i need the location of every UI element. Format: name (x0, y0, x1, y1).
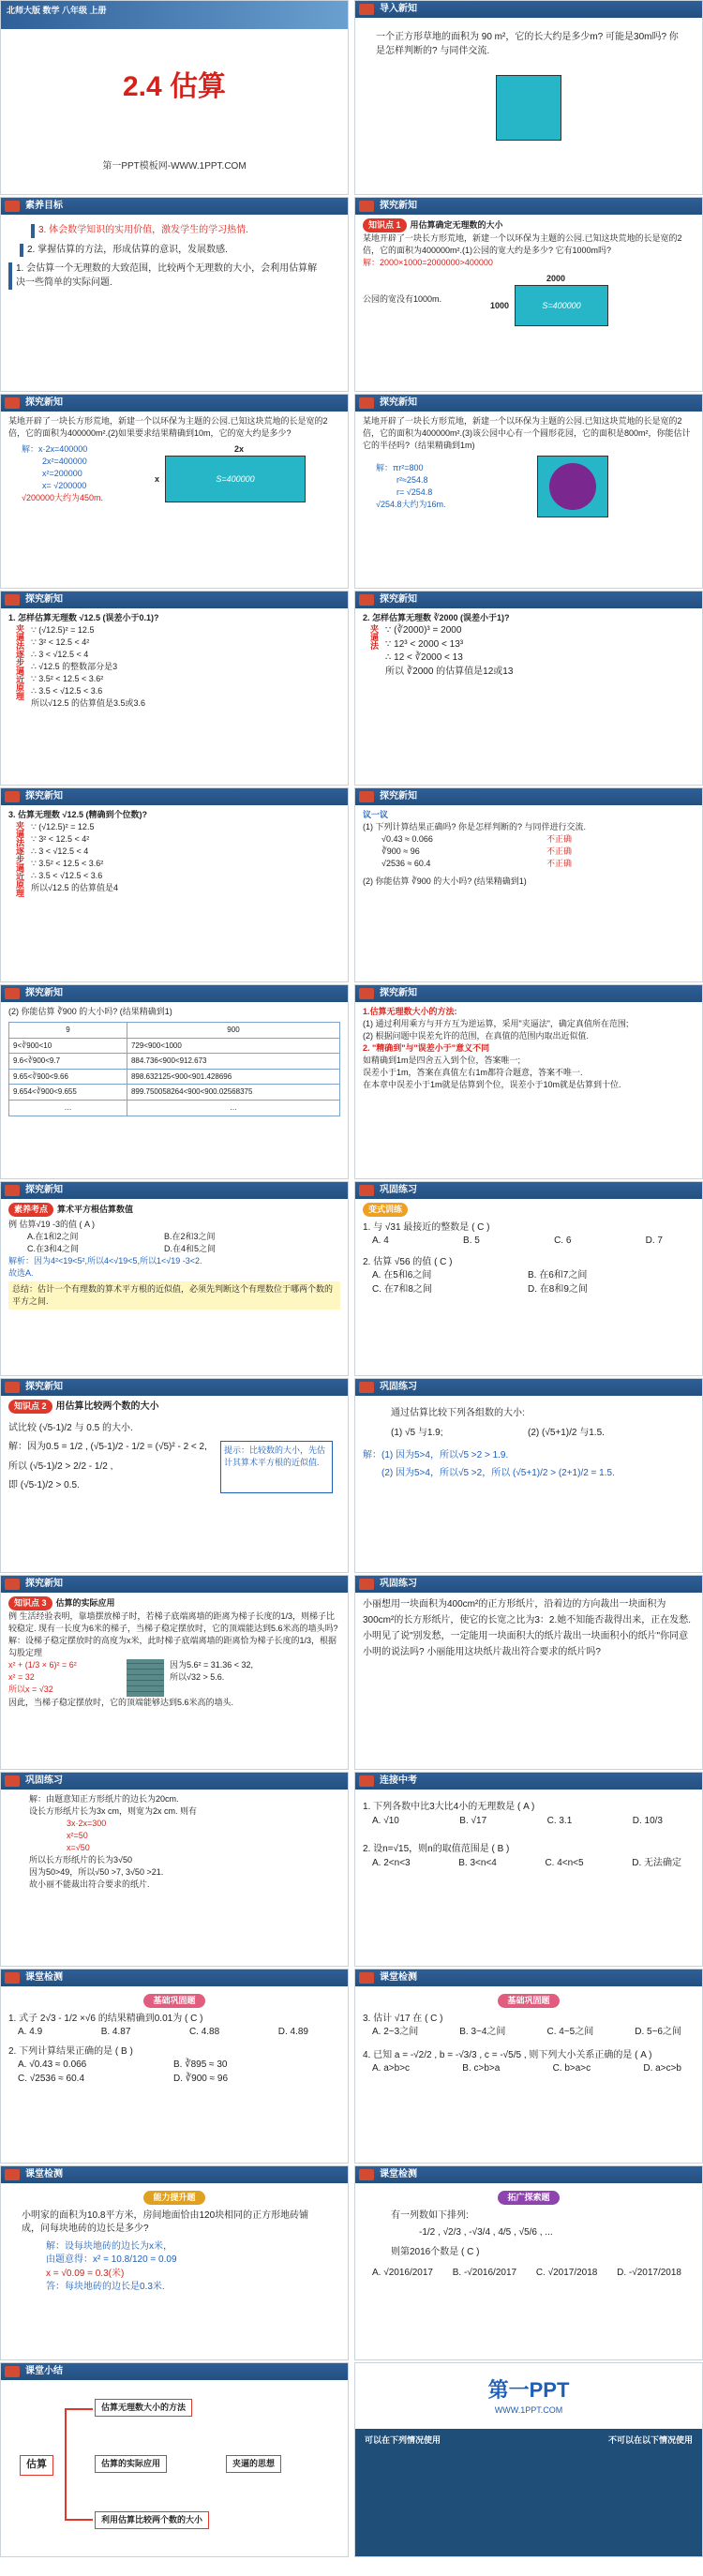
step-3: ∴ 12 < ∛2000 < 13 (385, 652, 463, 664)
step-4: x= √200000 (42, 481, 87, 491)
knowledge-point: 知识点 1 (363, 218, 407, 232)
table-cell: 9.65<∛900<9.66 (9, 1069, 127, 1085)
option-d: D. ∛900 ≈ 96 (173, 2073, 229, 2084)
step-1: ∵ (√12.5)² = 12.5 (31, 625, 95, 636)
slide-header: 探究新知 (1, 592, 348, 608)
step-7: 所以√12.5 的估算值是3.5或3.6 (31, 698, 145, 709)
formula-1: x² + (1/3 × 6)² = 6² (8, 1660, 77, 1670)
wall-ladder-figure (127, 1659, 164, 1697)
option: B. 3~4之间 (459, 2027, 506, 2037)
option: C. √2017/2018 (535, 2268, 598, 2278)
section-pill: 基础巩固题 (143, 1994, 204, 2008)
slide-17[interactable] (0, 1575, 349, 1770)
option: C. 4.88 (188, 2027, 220, 2037)
subheading: 议一议 (363, 810, 389, 819)
sequence: -1/2 , √2/3 , -√3/4 , 4/5 , √5/6 , ... (419, 2227, 553, 2238)
slide-header: 探究新知 (355, 395, 702, 412)
option: B. c>b>a (462, 2063, 501, 2074)
slide-23[interactable] (0, 2165, 349, 2360)
option: B. 在6和7之间 (528, 1270, 588, 1281)
col-head-1: 9 (9, 1023, 127, 1039)
formula-5: 所以√32 > 5.6. (170, 1672, 225, 1683)
example-title: 算术平方根估算数值 (57, 1205, 134, 1214)
option-d: D.在4和5之间 (164, 1244, 217, 1254)
slide-22[interactable] (354, 1969, 703, 2164)
garden-circle (549, 463, 596, 510)
slide-header: 课堂检测 (1, 1969, 348, 1986)
step-7: 因为50>49，所以√50 >7, 3√50 >21. (29, 1867, 164, 1878)
formula-3: 所以x = √32 (8, 1685, 53, 1695)
question: (2) 你能估算 ∛900 的大小吗? (结果精确到1) (8, 1007, 172, 1016)
step-4: √254.8大约为16m. (376, 500, 446, 510)
grass-square (496, 75, 561, 141)
slide-1-title[interactable] (0, 0, 349, 195)
note-d: 如精确到1m是四舍五入到个位，答案唯一; (363, 1056, 521, 1066)
option: B. -√2016/2017 (452, 2268, 517, 2278)
problem-text: 某地开辟了一块长方形荒地，新建一个以环保为主题的公园.已知这块荒地的长是宽的2倍，它的面积为400000m².(2)如果要求结果精确到10m，它的宽大约是多少? (8, 416, 328, 439)
step-6: 所以√12.5 的估算值是4 (31, 883, 118, 893)
option-b: B.在2和3之间 (164, 1232, 216, 1242)
option: A. 4 (372, 1236, 389, 1246)
step-2: 所以 (√5-1)/2 > 2/2 - 1/2 , (8, 1460, 113, 1472)
solution-1: 解：(1) 因为5>4，所以√5 >2 > 1.9. (363, 1450, 509, 1460)
slide-4[interactable] (354, 197, 703, 392)
slide-9[interactable] (0, 787, 349, 982)
question: 有一列数如下排列: (391, 2209, 469, 2221)
summary-root: 估算 (20, 2455, 53, 2476)
step-6: 所以长方形纸片的长为3√50 (29, 1855, 132, 1865)
calc-2: ∛900 ≈ 96 (381, 846, 420, 857)
method-label: 夹逼法逐步逼近原理 (15, 821, 24, 898)
slide-header: 探究新知 (1, 985, 348, 1002)
option: C. b>a>c (552, 2063, 591, 2074)
summary-branch-4: 利用估算比较两个数的大小 (95, 2511, 209, 2529)
slide-24[interactable] (354, 2165, 703, 2360)
slide-19[interactable] (0, 1772, 349, 1967)
section-pill: 基础巩固题 (498, 1994, 559, 2008)
rect-height-label: 1000 (490, 300, 510, 310)
question-2: (2) 你能估算 ∛900 的大小吗? (结果精确到1) (363, 876, 527, 887)
note-e: 误差小于1m，答案在真值左右1m都符合题意，答案不唯一. (363, 1068, 583, 1078)
solution-2: (2) 因为5>4，所以√5 >2，所以 (√5+1)/2 > (2+1)/2 = 1.5. (381, 1467, 615, 1478)
step-5: ∴ 3.5 < √12.5 < 3.6 (31, 871, 103, 881)
corner-label: 北师大版 数学 八年级 上册 (7, 6, 107, 15)
question-4: 4. 已知 a = -√2/2 , b = -√3/3 , c = -√5/5 , 则下列大小关系正确的是 ( A ) (363, 2049, 652, 2060)
option: D. 10/3 (632, 1815, 663, 1826)
slide-header: 课堂小结 (1, 2363, 348, 2380)
slide-16[interactable] (354, 1378, 703, 1573)
question-text: 一个正方形草地的面积为 90 m²，它的长大约是多少m? 可能是30m吗? 你是怎样判断的? 与同伴交流. (376, 32, 679, 56)
step-4: 答：每块地砖的边长是0.3米. (46, 2282, 165, 2292)
question-2: 2. 设n=√15，则n的取值范围是 ( B ) (363, 1844, 510, 1854)
option: B. 4.87 (100, 2027, 131, 2037)
slide-header: 课堂检测 (355, 1969, 702, 1986)
option: A. 4.9 (18, 2027, 43, 2037)
question-1: 1. 式子 2√3 - 1/2 ×√6 的结果精确到0.01为 ( C ) (8, 2013, 203, 2024)
section-pill: 能力提升题 (143, 2191, 204, 2205)
slide-header: 探究新知 (1, 788, 348, 805)
slide-header: 探究新知 (1, 1182, 348, 1199)
table-cell: 898.632125<900<901.428696 (127, 1069, 339, 1085)
slide-7[interactable] (0, 591, 349, 786)
part-2: (2) (√5+1)/2 与1.5. (528, 1427, 605, 1438)
variant-tag: 变式训练 (363, 1203, 408, 1217)
verdict-3: 不正确 (546, 859, 573, 869)
option: B. √17 (459, 1815, 487, 1826)
option: A. 2<n<3 (372, 1857, 411, 1868)
slide-14[interactable] (354, 1181, 703, 1376)
question: 1. 怎样估算无理数 √12.5 (误差小于0.1)? (8, 613, 159, 622)
step-4: 所以 ∛2000 的估算值是12或13 (385, 666, 514, 677)
slide-header: 探究新知 (355, 198, 702, 215)
step-3: ∴ 3 < √12.5 < 4 (31, 846, 89, 857)
slide-header: 课堂检测 (1, 2166, 348, 2183)
option: C. 3.1 (546, 1815, 573, 1826)
question: 小明家的面积为10.8平方米，房间地面恰由120块相同的正方形地砖铺成，问每块地砖的边长是多少? (22, 2209, 309, 2234)
question: 3. 估算无理数 √12.5 (精确到个位数)? (8, 810, 147, 819)
slide-header: 探究新知 (355, 592, 702, 608)
question-2: 则第2016个数是 ( C ) (391, 2246, 480, 2257)
slide-26[interactable] (354, 2362, 703, 2557)
goal-3: 3. 体会数学知识的实用价值，激发学生的学习热情. (31, 224, 284, 238)
table-cell: 899.750058264<900<900.02568375 (127, 1085, 339, 1101)
option: A. 2~3之间 (372, 2027, 419, 2037)
brand-url: WWW.1PPT.COM (494, 2405, 563, 2416)
option-a: A. √0.43 ≈ 0.066 (18, 2059, 87, 2070)
option: C. 4~5之间 (546, 2027, 594, 2037)
estimate-table (8, 1022, 340, 1116)
slide-25[interactable] (0, 2362, 349, 2557)
slide-10[interactable] (354, 787, 703, 982)
option-a: A.在1和2之间 (27, 1232, 79, 1242)
slide-12[interactable] (354, 984, 703, 1179)
note-f: 在本章中误差小于1m就是估算到个位，误差小于10m就是估算到十位. (363, 1080, 621, 1090)
question: 2. 怎样估算无理数 ∛2000 (误差小于1)? (363, 613, 510, 622)
usage-disallowed: 不可以在以下情况使用 (607, 2435, 693, 2445)
step-3: x²=200000 (42, 469, 82, 479)
usage-allowed: 可以在下列情况使用 (365, 2435, 441, 2445)
option: D. a>c>b (643, 2063, 681, 2074)
table-cell: 729<900<1000 (127, 1038, 339, 1054)
table-cell: … (127, 1101, 339, 1116)
step-4: ∵ 3.5² < 12.5 < 3.6² (31, 859, 104, 869)
step-5: √200000大约为450m. (22, 493, 103, 503)
knowledge-point: 知识点 2 (8, 1400, 52, 1414)
question-1: 1. 下列各数中比3大比4小的无理数是 ( A ) (363, 1802, 535, 1812)
slide-15[interactable] (0, 1378, 349, 1573)
slide-header: 连接中考 (355, 1773, 702, 1790)
method-label: 夹逼法 (369, 624, 379, 651)
step-3: r= √254.8 (396, 487, 433, 498)
slide-8[interactable] (354, 591, 703, 786)
kp-title: 用估算比较两个数的大小 (55, 1401, 159, 1412)
example: 例 生活经验表明，靠墙摆放梯子时，若梯子底端离墙的距离为梯子长度的1/3，则梯子比较稳定. 现有一长度为6米的梯子，当梯子稳定摆放时，它的顶端能达到5.6米高的墙头吗? (8, 1611, 338, 1634)
brand-logo: 第一PPT (487, 2377, 570, 2402)
slide-20[interactable] (354, 1772, 703, 1967)
formula-2: x² = 32 (8, 1672, 35, 1683)
slide-header: 探究新知 (1, 395, 348, 412)
page-title: 2.4 估算 (122, 71, 227, 102)
slide-header: 探究新知 (355, 985, 702, 1002)
question: 通过估算比较下列各组数的大小: (391, 1408, 525, 1418)
option: B. 3<n<4 (458, 1857, 497, 1868)
step-5: ∵ 3.5² < 12.5 < 3.6² (31, 674, 104, 684)
method-a: (1) 通过利用乘方与开方互为逆运算，采用"夹逼法"，确定真值所在范围; (363, 1019, 629, 1029)
summary: 总结：估计一个有理数的算术平方根的近似值，必须先判断这个有理数位于哪两个数的平方之间. (8, 1281, 340, 1310)
step-5: x=√50 (67, 1843, 90, 1853)
step-1: 解：πr²=800 (376, 463, 424, 473)
option: A. 在5和6之间 (372, 1270, 432, 1281)
site-label: 第一PPT模板网-WWW.1PPT.COM (102, 161, 247, 172)
option-c: C. √2536 ≈ 60.4 (18, 2073, 85, 2084)
slide-21[interactable] (0, 1969, 349, 2164)
slide-2[interactable] (354, 0, 703, 195)
part-1: (1) √5 与1.9; (391, 1427, 443, 1438)
garden-square (537, 456, 608, 517)
option: D. 在8和9之间 (528, 1283, 588, 1295)
slide-header: 巩固练习 (1, 1773, 348, 1790)
step-2: 设长方形纸片长为3x cm，则宽为2x cm. 则有 (29, 1806, 198, 1817)
rect-height-label: x (155, 473, 160, 484)
step-2: r²≈254.8 (396, 475, 428, 486)
table-cell: 9.6<∛900<9.7 (9, 1054, 127, 1070)
problem-text: 小丽想用一块面积为400cm²的正方形纸片，沿着边的方向裁出一块面积为300cm²的长方形纸片，使它的长宽之比为3：2.她不知能否裁得出来，正在发愁.小明见了说"别发愁，一定能用一块面积大的纸片裁出一块面积小的纸片"你同意小明的说法吗? 小丽能用这块纸片裁出符合要求的纸片吗? (363, 1599, 692, 1657)
park-rect: S=400000 (165, 456, 306, 502)
analysis: 解析：因为4²<19<5²,所以4<√19<5,所以1<√19 -3<2. (8, 1256, 202, 1266)
option: C. 4<n<5 (545, 1857, 584, 1868)
step-2: ∵ 12³ < 2000 < 13³ (385, 638, 464, 650)
option: D. 无法确定 (632, 1857, 681, 1868)
problem-text: 某地开辟了一块长方形荒地，新建一个以环保为主题的公园.已知这块荒地的长是宽的2倍，它的面积为400000m².(3)该公园中心有一个圆形花园，它的面积是800m²，你能估计它的半径吗?（结果精确到1m) (363, 416, 691, 451)
option: D. -√2017/2018 (617, 2268, 681, 2278)
option-c: C.在3和4之间 (27, 1244, 80, 1254)
slide-13[interactable] (0, 1181, 349, 1376)
question: 试比较 (√5-1)/2 与 0.5 的大小. (8, 1422, 133, 1433)
table-cell: 9<∛900<10 (9, 1038, 127, 1054)
note-title: 2. "精确到"与"误差小于"意义不同 (363, 1043, 490, 1054)
method-title: 1.估算无理数大小的方法: (363, 1007, 457, 1016)
slide-header: 探究新知 (1, 1576, 348, 1593)
question-2: 2. 估算 √56 的值 ( C ) (363, 1256, 453, 1267)
option: C. 6 (554, 1236, 572, 1246)
question-3: 3. 估计 √17 在 ( C ) (363, 2013, 443, 2024)
calc-3: √2536 ≈ 60.4 (381, 859, 431, 869)
table-cell: … (9, 1101, 127, 1116)
step-1: 解：因为0.5 = 1/2 , (√5-1)/2 - 1/2 = (√5)² - 2 < 2, (8, 1442, 207, 1452)
step-3: x = √0.09 = 0.3(米) (46, 2268, 125, 2279)
step-2: 2x²=400000 (42, 457, 87, 467)
slide-header: 课堂检测 (355, 2166, 702, 2183)
option: C. 在7和8之间 (372, 1283, 432, 1295)
step-1: 解：由题意知正方形纸片的边长为20cm. (29, 1794, 179, 1804)
option: A. √10 (372, 1815, 399, 1826)
question-1: 1. 与 √31 最接近的整数是 ( C ) (363, 1221, 490, 1233)
option: B. 5 (463, 1236, 480, 1246)
knowledge-point: 知识点 3 (8, 1596, 52, 1610)
summary-branch-2: 估算的实际应用 (95, 2455, 167, 2473)
slide-header: 导入新知 (355, 1, 702, 18)
example: 例 估算√19 -3的值 ( A ) (8, 1220, 95, 1230)
calc-1: √0.43 ≈ 0.066 (381, 834, 433, 845)
step-2: 由题意得：x² = 10.8/120 = 0.09 (46, 2254, 177, 2265)
slide-header: 探究新知 (355, 788, 702, 805)
summary-branch-1: 估算无理数大小的方法 (95, 2399, 192, 2417)
slide-header: 巩固练习 (355, 1576, 702, 1593)
option: A. √2016/2017 (372, 2268, 433, 2278)
tree-connector (65, 2408, 93, 2521)
solution: 解：设梯子稳定摆放时的高度为x米，此时梯子底端离墙的距离恰为梯子长度的1/3，根据勾股定理 (8, 1636, 337, 1658)
question-2: 2. 下列计算结果正确的是 ( B ) (8, 2045, 133, 2057)
step-3: 即 (√5-1)/2 > 0.5. (8, 1480, 80, 1490)
analysis-end: 故选A. (8, 1268, 34, 1279)
summary-branch-3: 夹逼的思想 (226, 2455, 281, 2473)
goal-1: 1. 会估算一个无理数的大致范围，比较两个无理数的大小，会利用估算解决一些简单的实际问题. (8, 262, 322, 290)
table-cell: 884.736<900<912.673 (127, 1054, 339, 1070)
conclusion: 因此，当梯子稳定摆放时，它的顶端能够达到5.6米高的墙头. (8, 1698, 234, 1708)
step-8: 故小丽不能裁出符合要求的纸片. (29, 1880, 150, 1890)
section-pill: 拓广探索题 (498, 2191, 559, 2205)
rect-width-label: 2000 (546, 274, 566, 284)
solution-line: 解：2000×1000=2000000>400000 (363, 258, 493, 268)
slide-header: 巩固练习 (355, 1379, 702, 1396)
step-1: 解：设每块地砖的边长为x米， (46, 2240, 172, 2252)
slide-3[interactable] (0, 197, 349, 392)
option-b: B. ∛895 ≈ 30 (173, 2059, 228, 2070)
step-4: ∴ √12.5 的整数部分是3 (31, 662, 118, 672)
option: D. 5~6之间 (635, 2027, 681, 2037)
kp-title: 估算的实际应用 (55, 1598, 115, 1608)
step-3: 3x·2x=300 (67, 1819, 107, 1829)
col-head-2: 900 (127, 1023, 339, 1039)
goal-2: 2. 掌握估算的方法，形成估算的意识，发展数感. (20, 244, 303, 258)
slide-11[interactable] (0, 984, 349, 1179)
hint-box: 提示：比较数的大小，先估计其算术平方根的近似值. (220, 1441, 333, 1493)
table-cell: 9.654<∛900<9.655 (9, 1085, 127, 1101)
step-3: ∴ 3 < √12.5 < 4 (31, 650, 89, 660)
slide-header: 素养目标 (1, 198, 348, 215)
literacy-tag: 素养考点 (8, 1203, 53, 1217)
step-2: ∵ 3² < 12.5 < 4² (31, 637, 90, 648)
verdict-2: 不正确 (546, 846, 573, 857)
park-rect: S=400000 (515, 285, 608, 326)
slide-6[interactable] (354, 394, 703, 589)
option: A. a>b>c (372, 2063, 411, 2074)
verdict-1: 不正确 (546, 834, 573, 845)
slide-header: 探究新知 (1, 1379, 348, 1396)
question: (1) 下列计算结果正确吗? 你是怎样判断的? 与同伴进行交流. (363, 822, 587, 832)
step-1: ∵ (√12.5)² = 12.5 (31, 822, 95, 832)
step-1: 解：x·2x=400000 (22, 444, 88, 455)
step-2: ∵ 3² < 12.5 < 4² (31, 834, 90, 845)
problem-text: 某地开辟了一块长方形荒地，新建一个以环保为主题的公园.已知这块荒地的长是宽的2倍，它的面积为400000m².(1)公园的宽大约是多少? 它有1000m吗? (363, 233, 682, 256)
option: D. 7 (645, 1236, 663, 1246)
step-1: ∵ (∛2000)³ = 2000 (385, 625, 462, 637)
slide-header: 巩固练习 (355, 1182, 702, 1199)
option: D. 4.89 (277, 2027, 308, 2037)
step-6: ∴ 3.5 < √12.5 < 3.6 (31, 686, 103, 696)
slide-18[interactable] (354, 1575, 703, 1770)
kp-title: 用估算确定无理数的大小 (410, 220, 503, 230)
rect-width-label: 2x (233, 444, 244, 455)
method-label: 夹逼法逐步逼近原理 (15, 624, 24, 701)
solution-conclusion: 公园的宽没有1000m. (363, 294, 442, 305)
method-b: (2) 根据问题中误差允许的范围，在真值的范围内取出近似值. (363, 1031, 590, 1041)
step-4: x²=50 (67, 1831, 88, 1841)
slide-5[interactable] (0, 394, 349, 589)
formula-4: 因为5.6² = 31.36 < 32, (170, 1660, 254, 1670)
